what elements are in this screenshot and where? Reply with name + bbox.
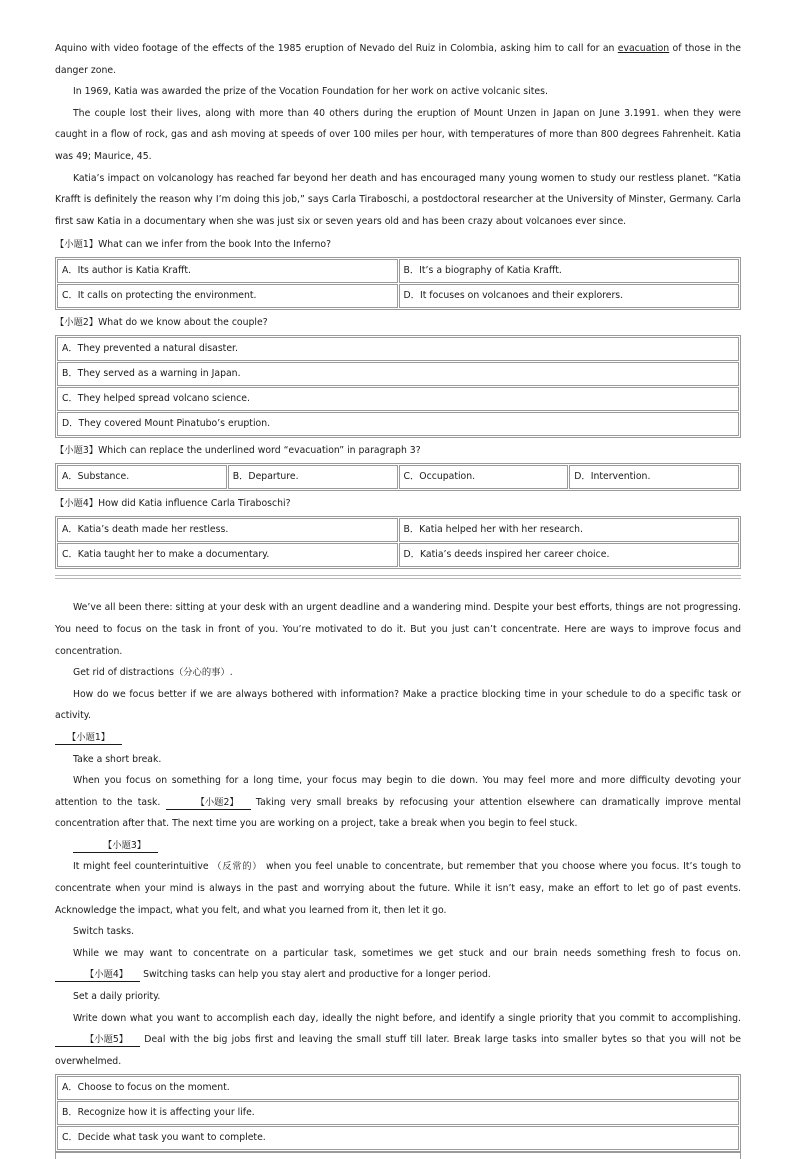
blank-5[interactable]: 【小题5】 bbox=[55, 1034, 140, 1047]
question-3-option-a[interactable]: A．Substance. bbox=[57, 465, 227, 489]
underlined-word-evacuation: evacuation bbox=[617, 43, 670, 54]
document-page bbox=[55, 38, 741, 1159]
passage2-paragraph-counterintuitive: It might feel counterintuitive （反常的） when you feel unable to concentrate, but remember that you choose where you focus. It’s tough to concentrate when your mind is always in the past and worrying about the future. While it isn’t easy, make an effort to let go of past events. Acknowledge the impact, what you felt, and what you learned from it, then let it go. bbox=[55, 861, 741, 916]
passage1-paragraph-2: In 1969, Katia was awarded the prize of the Vocation Foundation for her work on active volcanic sites. bbox=[73, 86, 548, 98]
heading-take-a-short-break: Take a short break. bbox=[73, 753, 162, 765]
passage2-option-b[interactable]: B．Recognize how it is affecting your life. bbox=[57, 1101, 739, 1125]
section-divider bbox=[55, 575, 741, 579]
question-3-label: 【小题3】Which can replace the underlined word “evacuation” in paragraph 3? bbox=[55, 445, 421, 457]
blank-3[interactable]: 【小题3】 bbox=[73, 840, 158, 853]
blank-3-line bbox=[55, 835, 741, 857]
question-1-option-b[interactable]: B．It’s a biography of Katia Krafft. bbox=[399, 259, 740, 283]
blank-1-line bbox=[55, 727, 741, 749]
passage1-paragraph-1: Aquino with video footage of the effects of the 1985 eruption of Nevado del Ruiz in Colombia, asking him to call for an evacuation of those in the danger zone. bbox=[55, 43, 741, 76]
question-4-options bbox=[55, 516, 741, 569]
question-3-options bbox=[55, 463, 741, 491]
question-1-option-a[interactable]: A．Its author is Katia Krafft. bbox=[57, 259, 398, 283]
passage2-paragraph-priority: Write down what you want to accomplish each day, ideally the night before, and identify a single priority that you commit to accomplishing. 【小题5】 Deal with the big jobs first and leaving the small stuff till later. Break large tasks into smaller bytes so that you will not be overwhelmed. bbox=[55, 1012, 741, 1067]
passage2-paragraph-break: When you focus on something for a long time, your focus may begin to die down. You may feel more and more difficulty devoting your attention to the task. 【小题2】 Taking very small breaks by refocusing your attention elsewhere can dramatically improve mental concentration after that. The next time you are working on a project, take a break when you begin to feel stuck. bbox=[55, 775, 741, 830]
question-4-option-d[interactable]: D．Katia’s deeds inspired her career choice. bbox=[399, 543, 740, 567]
heading-switch-tasks: Switch tasks. bbox=[73, 926, 135, 938]
heading-get-rid-of-distractions: Get rid of distractions（分心的事）. bbox=[73, 667, 233, 679]
passage2-intro: We’ve all been there: sitting at your desk with an urgent deadline and a wandering mind. Despite your best efforts, things are not progressing. You need to focus on the task in front of you. You’re motivated to do it. But you just can’t concentrate. Here are ways to improve focus and concentration. bbox=[55, 602, 741, 657]
question-2-option-b[interactable]: B．They served as a warning in Japan. bbox=[57, 362, 739, 386]
question-1-label: 【小题1】What can we infer from the book Into the Inferno? bbox=[55, 239, 332, 251]
passage2-paragraph-switch: While we may want to concentrate on a particular task, sometimes we get stuck and our brain needs something fresh to focus on. 【小题4】 Switching tasks can help you stay alert and productive for a longer period. bbox=[55, 943, 741, 986]
blank-4[interactable]: 【小题4】 bbox=[55, 969, 140, 982]
question-3-option-d[interactable]: D．Intervention. bbox=[569, 465, 739, 489]
question-1-option-c[interactable]: C．It calls on protecting the environment. bbox=[57, 284, 398, 308]
question-4-option-a[interactable]: A．Katia’s death made her restless. bbox=[57, 518, 398, 542]
question-3-option-b[interactable]: B．Departure. bbox=[228, 465, 398, 489]
blank-2[interactable]: 【小题2】 bbox=[166, 797, 251, 810]
heading-set-a-daily-priority: Set a daily priority. bbox=[73, 991, 161, 1003]
passage2-options bbox=[55, 1074, 741, 1152]
passage1-paragraph-3: The couple lost their lives, along with more than 40 others during the eruption of Mount Unzen in Japan on June 3.1991. when they were caught in a flow of rock, gas and ash moving at speeds of over 100 miles per hour, with temperatures of more than 800 degrees Fahrenheit. Katia was 49; Maurice, 45. bbox=[55, 107, 741, 162]
question-1-option-d[interactable]: D．It focuses on volcanoes and their explorers. bbox=[399, 284, 740, 308]
question-4-option-c[interactable]: C．Katia taught her to make a documentary. bbox=[57, 543, 398, 567]
question-2-label: 【小题2】What do we know about the couple? bbox=[55, 317, 268, 329]
question-2-option-a[interactable]: A．They prevented a natural disaster. bbox=[57, 337, 739, 361]
passage2-option-a[interactable]: A．Choose to focus on the moment. bbox=[57, 1076, 739, 1100]
question-2-option-d[interactable]: D．They covered Mount Pinatubo’s eruption. bbox=[57, 412, 739, 436]
question-2-option-c[interactable]: C．They helped spread volcano science. bbox=[57, 387, 739, 411]
question-4-option-b[interactable]: B．Katia helped her with her research. bbox=[399, 518, 740, 542]
question-2-options bbox=[55, 335, 741, 438]
blank-1[interactable]: 【小题1】 bbox=[55, 732, 122, 745]
options-continuation bbox=[55, 1152, 741, 1159]
question-1-options bbox=[55, 257, 741, 310]
passage2-paragraph-distractions: How do we focus better if we are always bothered with information? Make a practice blocking time in your schedule to do a specific task or activity. bbox=[55, 688, 741, 722]
passage2-option-c[interactable]: C．Decide what task you want to complete. bbox=[57, 1126, 739, 1150]
question-3-option-c[interactable]: C．Occupation. bbox=[399, 465, 569, 489]
passage1-paragraph-4: Katia’s impact on volcanology has reached far beyond her death and has encouraged many young women to study our restless planet. “Katia Krafft is definitely the reason why I’m doing this job,” says Carla Tiraboschi, a postdoctoral researcher at the University of Minster, Germany. Carla first saw Katia in a documentary when she was just six or seven years old and has been crazy about volcanoes ever since. bbox=[55, 172, 741, 227]
question-4-label: 【小题4】How did Katia influence Carla Tiraboschi? bbox=[55, 498, 291, 510]
